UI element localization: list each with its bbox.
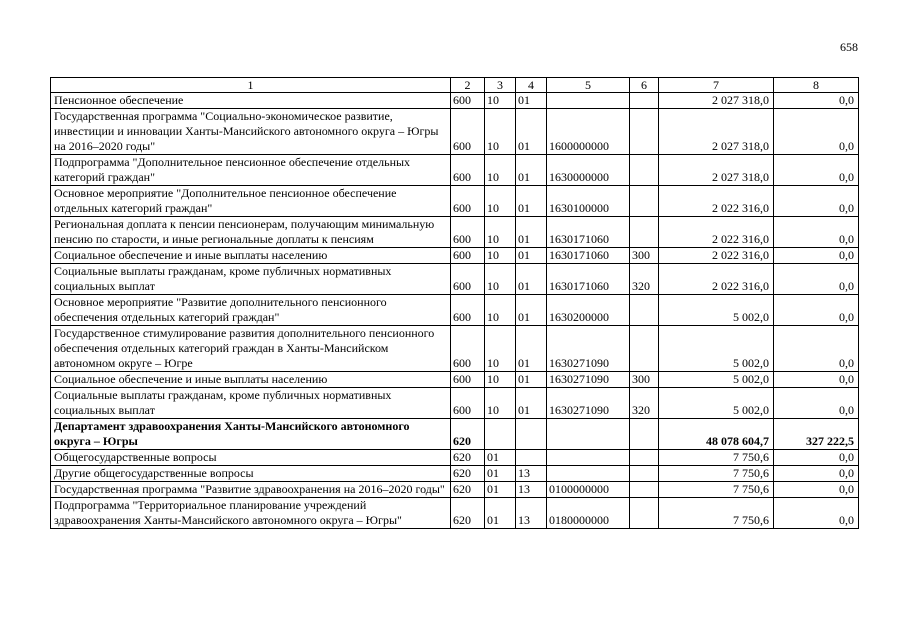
- expense-type-cell: [630, 93, 659, 109]
- amount-cell: 7 750,6: [659, 466, 774, 482]
- amount-cell: 7 750,6: [659, 482, 774, 498]
- target-article-cell: 1630000000: [547, 155, 630, 186]
- row-name-cell: Общегосударственные вопросы: [51, 450, 451, 466]
- subvention-amount-cell: 0,0: [774, 248, 859, 264]
- ministry-code-cell: 600: [451, 248, 485, 264]
- row-name-cell: Социальные выплаты гражданам, кроме публичных нормативных социальных выплат: [51, 388, 451, 419]
- amount-cell: 2 022 316,0: [659, 217, 774, 248]
- row-name-cell: Пенсионное обеспечение: [51, 93, 451, 109]
- expense-type-cell: 300: [630, 372, 659, 388]
- subvention-amount-cell: 0,0: [774, 295, 859, 326]
- subvention-amount-cell: 0,0: [774, 498, 859, 529]
- ministry-code-cell: 600: [451, 372, 485, 388]
- column-header: 4: [516, 78, 547, 93]
- expense-type-cell: [630, 419, 659, 450]
- subsection-cell: 01: [516, 264, 547, 295]
- table-body: [51, 93, 859, 529]
- subvention-amount-cell: 0,0: [774, 326, 859, 372]
- ministry-code-cell: 600: [451, 186, 485, 217]
- column-header: 8: [774, 78, 859, 93]
- section-cell: 10: [485, 388, 516, 419]
- subsection-cell: 13: [516, 466, 547, 482]
- amount-cell: 2 022 316,0: [659, 248, 774, 264]
- table-row: [51, 498, 859, 529]
- section-cell: 01: [485, 466, 516, 482]
- subsection-cell: 13: [516, 498, 547, 529]
- amount-cell: 2 022 316,0: [659, 186, 774, 217]
- subsection-cell: 01: [516, 372, 547, 388]
- subvention-amount-cell: 0,0: [774, 372, 859, 388]
- subvention-amount-cell: 0,0: [774, 109, 859, 155]
- table-row: [51, 248, 859, 264]
- subsection-cell: 01: [516, 388, 547, 419]
- table-row: [51, 217, 859, 248]
- table-row: [51, 388, 859, 419]
- section-cell: 10: [485, 93, 516, 109]
- amount-cell: 2 027 318,0: [659, 155, 774, 186]
- target-article-cell: 0100000000: [547, 482, 630, 498]
- section-cell: 10: [485, 295, 516, 326]
- subsection-cell: 01: [516, 326, 547, 372]
- section-cell: 10: [485, 372, 516, 388]
- target-article-cell: 1630271090: [547, 388, 630, 419]
- expense-type-cell: 320: [630, 264, 659, 295]
- row-name-cell: Департамент здравоохранения Ханты-Мансийского автономного округа – Югры: [51, 419, 451, 450]
- ministry-code-cell: 620: [451, 419, 485, 450]
- target-article-cell: 1630271090: [547, 326, 630, 372]
- ministry-code-cell: 600: [451, 155, 485, 186]
- table-row: [51, 450, 859, 466]
- table-row: [51, 295, 859, 326]
- row-name-cell: Социальное обеспечение и иные выплаты населению: [51, 372, 451, 388]
- ministry-code-cell: 600: [451, 326, 485, 372]
- row-name-cell: Социальные выплаты гражданам, кроме публичных нормативных социальных выплат: [51, 264, 451, 295]
- ministry-code-cell: 620: [451, 498, 485, 529]
- target-article-cell: 1630171060: [547, 248, 630, 264]
- subsection-cell: 01: [516, 93, 547, 109]
- table-row: [51, 372, 859, 388]
- expense-type-cell: 320: [630, 388, 659, 419]
- table-row: [51, 109, 859, 155]
- ministry-code-cell: 600: [451, 388, 485, 419]
- section-cell: 10: [485, 217, 516, 248]
- row-name-cell: Региональная доплата к пенсии пенсионерам, получающим минимальную пенсию по старости, и иные региональные доплаты к пенсиям: [51, 217, 451, 248]
- expense-type-cell: [630, 450, 659, 466]
- section-cell: [485, 419, 516, 450]
- expense-type-cell: [630, 466, 659, 482]
- row-name-cell: Основное мероприятие "Развитие дополнительного пенсионного обеспечения отдельных категорий граждан": [51, 295, 451, 326]
- subsection-cell: 01: [516, 295, 547, 326]
- target-article-cell: 1630200000: [547, 295, 630, 326]
- subsection-cell: 01: [516, 109, 547, 155]
- expense-type-cell: [630, 186, 659, 217]
- column-header: 3: [485, 78, 516, 93]
- subsection-cell: 01: [516, 186, 547, 217]
- ministry-code-cell: 620: [451, 466, 485, 482]
- target-article-cell: 1630171060: [547, 264, 630, 295]
- section-cell: 10: [485, 186, 516, 217]
- column-header: 2: [451, 78, 485, 93]
- subsection-cell: 01: [516, 155, 547, 186]
- ministry-code-cell: 600: [451, 295, 485, 326]
- ministry-code-cell: 600: [451, 264, 485, 295]
- section-cell: 10: [485, 109, 516, 155]
- ministry-code-cell: 600: [451, 109, 485, 155]
- amount-cell: 2 027 318,0: [659, 93, 774, 109]
- target-article-cell: [547, 466, 630, 482]
- table-row: [51, 466, 859, 482]
- expense-type-cell: [630, 326, 659, 372]
- table-row: [51, 186, 859, 217]
- row-name-cell: Государственная программа "Развитие здравоохранения на 2016–2020 годы": [51, 482, 451, 498]
- amount-cell: 2 027 318,0: [659, 109, 774, 155]
- target-article-cell: 1630271090: [547, 372, 630, 388]
- subvention-amount-cell: 0,0: [774, 217, 859, 248]
- target-article-cell: 1600000000: [547, 109, 630, 155]
- table-row: [51, 326, 859, 372]
- expense-type-cell: [630, 482, 659, 498]
- target-article-cell: 1630100000: [547, 186, 630, 217]
- row-name-cell: Государственное стимулирование развития дополнительного пенсионного обеспечения отдельных категорий граждан в Ханты-Мансийском автономном округе – Югре: [51, 326, 451, 372]
- row-name-cell: Социальное обеспечение и иные выплаты населению: [51, 248, 451, 264]
- expense-type-cell: [630, 155, 659, 186]
- subsection-cell: 01: [516, 248, 547, 264]
- column-header: 7: [659, 78, 774, 93]
- target-article-cell: 1630171060: [547, 217, 630, 248]
- section-cell: 01: [485, 450, 516, 466]
- section-cell: 10: [485, 155, 516, 186]
- expense-type-cell: [630, 295, 659, 326]
- subsection-cell: [516, 450, 547, 466]
- amount-cell: 5 002,0: [659, 295, 774, 326]
- row-name-cell: Основное мероприятие "Дополнительное пенсионное обеспечение отдельных категорий граждан": [51, 186, 451, 217]
- ministry-code-cell: 600: [451, 217, 485, 248]
- amount-cell: 7 750,6: [659, 498, 774, 529]
- subsection-cell: 01: [516, 217, 547, 248]
- amount-cell: 7 750,6: [659, 450, 774, 466]
- subvention-amount-cell: 0,0: [774, 482, 859, 498]
- table-row: [51, 482, 859, 498]
- table-row: [51, 419, 859, 450]
- subvention-amount-cell: 0,0: [774, 93, 859, 109]
- section-cell: 01: [485, 498, 516, 529]
- page-number: 658: [840, 40, 858, 54]
- subvention-amount-cell: 0,0: [774, 155, 859, 186]
- expense-type-cell: [630, 109, 659, 155]
- column-header: 5: [547, 78, 630, 93]
- ministry-code-cell: 620: [451, 482, 485, 498]
- column-header: 6: [630, 78, 659, 93]
- budget-table: [50, 77, 859, 529]
- section-cell: 10: [485, 264, 516, 295]
- row-name-cell: Другие общегосударственные вопросы: [51, 466, 451, 482]
- section-cell: 01: [485, 482, 516, 498]
- ministry-code-cell: 600: [451, 93, 485, 109]
- table-row: [51, 93, 859, 109]
- amount-cell: 5 002,0: [659, 326, 774, 372]
- expense-type-cell: [630, 498, 659, 529]
- target-article-cell: [547, 93, 630, 109]
- section-cell: 10: [485, 326, 516, 372]
- row-name-cell: Подпрограмма "Территориальное планирование учреждений здравоохранения Ханты-Мансийского автономного округа – Югры": [51, 498, 451, 529]
- row-name-cell: Государственная программа "Социально-экономическое развитие, инвестиции и инновации Ханты-Мансийского автономного округа – Югры на 2016–2020 годы": [51, 109, 451, 155]
- ministry-code-cell: 620: [451, 450, 485, 466]
- expense-type-cell: 300: [630, 248, 659, 264]
- amount-cell: 5 002,0: [659, 372, 774, 388]
- header-row: [51, 78, 859, 93]
- amount-cell: 48 078 604,7: [659, 419, 774, 450]
- column-header: 1: [51, 78, 451, 93]
- subvention-amount-cell: 0,0: [774, 264, 859, 295]
- amount-cell: 2 022 316,0: [659, 264, 774, 295]
- row-name-cell: Подпрограмма "Дополнительное пенсионное обеспечение отдельных категорий граждан": [51, 155, 451, 186]
- table-row: [51, 155, 859, 186]
- expense-type-cell: [630, 217, 659, 248]
- subvention-amount-cell: 327 222,5: [774, 419, 859, 450]
- subvention-amount-cell: 0,0: [774, 466, 859, 482]
- subvention-amount-cell: 0,0: [774, 388, 859, 419]
- subvention-amount-cell: 0,0: [774, 186, 859, 217]
- subsection-cell: 13: [516, 482, 547, 498]
- amount-cell: 5 002,0: [659, 388, 774, 419]
- section-cell: 10: [485, 248, 516, 264]
- target-article-cell: [547, 450, 630, 466]
- target-article-cell: 0180000000: [547, 498, 630, 529]
- subvention-amount-cell: 0,0: [774, 450, 859, 466]
- subsection-cell: [516, 419, 547, 450]
- target-article-cell: [547, 419, 630, 450]
- table-row: [51, 264, 859, 295]
